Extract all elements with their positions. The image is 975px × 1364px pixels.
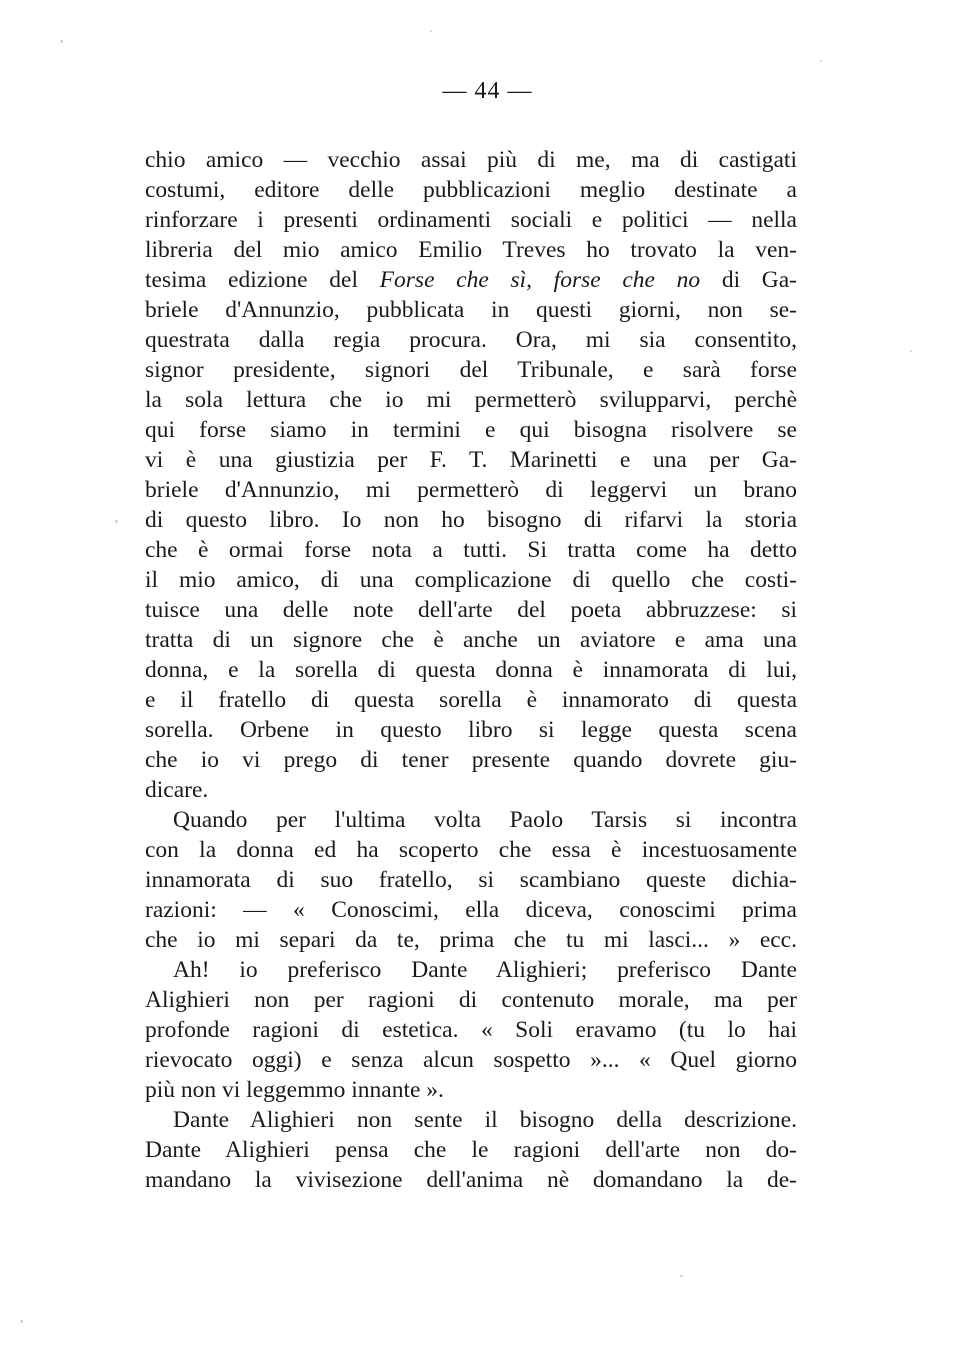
text-segment: tesima edizione del: [145, 267, 358, 293]
text-line: e il fratello di questa sorella è innamorato di questa: [145, 687, 797, 713]
text-line: razioni: — « Conoscimi, ella diceva, conoscimi prima: [145, 897, 797, 923]
text-line: sorella. Orbene in questo libro si legge questa scena: [145, 717, 797, 743]
scan-speckle: [680, 1275, 683, 1277]
text-line: la sola lettura che io mi permetterò svilupparvi, perchè: [145, 387, 797, 413]
text-line: rievocato oggi) e senza alcun sospetto »... « Quel giorno: [145, 1047, 797, 1073]
scan-speckle: [115, 520, 118, 523]
text-line: tuisce una delle note dell'arte del poeta abbruzzese: si: [145, 597, 797, 623]
scan-speckle: [820, 60, 822, 62]
scan-speckle: [20, 1320, 23, 1323]
scan-speckle: [910, 350, 912, 352]
page-number: — 44 —: [442, 78, 533, 104]
paragraph: [145, 1105, 797, 1195]
text-line: profonde ragioni di estetica. « Soli eravamo (tu lo hai: [145, 1017, 797, 1043]
text-line: mandano la vivisezione dell'anima nè domandano la de-: [145, 1167, 797, 1193]
paragraph: [145, 805, 797, 955]
scan-speckle: [60, 40, 63, 43]
text-line: briele d'Annunzio, pubblicata in questi giorni, non se-: [145, 297, 797, 323]
text-line: signor presidente, signori del Tribunale, e sarà forse: [145, 357, 797, 383]
text-line: di questo libro. Io non ho bisogno di rifarvi la storia: [145, 507, 797, 533]
paragraph: [145, 955, 797, 1105]
text-line: Quando per l'ultima volta Paolo Tarsis si incontra: [173, 807, 797, 833]
text-line: costumi, editore delle pubblicazioni meglio destinate a: [145, 177, 797, 203]
text-line: Ah! io preferisco Dante Alighieri; preferisco Dante: [173, 957, 797, 983]
text-line: innamorata di suo fratello, si scambiano queste dichia-: [145, 867, 797, 893]
text-line: vi è una giustizia per F. T. Marinetti e una per Ga-: [145, 447, 797, 473]
text-line: qui forse siamo in termini e qui bisogna risolvere se: [145, 417, 797, 443]
text-line: il mio amico, di una complicazione di quello che costi-: [145, 567, 797, 593]
text-segment: di Ga-: [721, 267, 797, 293]
text-line: libreria del mio amico Emilio Treves ho trovato la ven-: [145, 237, 797, 263]
text-line: donna, e la sorella di questa donna è innamorata di lui,: [145, 657, 797, 683]
text-line: dicare.: [145, 777, 209, 803]
text-line: rinforzare i presenti ordinamenti sociali e politici — nella: [145, 207, 797, 233]
text-line: tratta di un signore che è anche un aviatore e ama una: [145, 627, 797, 653]
text-line: briele d'Annunzio, mi permetterò di leggervi un brano: [145, 477, 797, 503]
text-line: chio amico — vecchio assai più di me, ma di castigati: [145, 147, 797, 173]
text-line: con la donna ed ha scoperto che essa è incestuosamente: [145, 837, 797, 863]
text-line: Dante Alighieri pensa che le ragioni dell'arte non do-: [145, 1137, 797, 1163]
text-line: Alighieri non per ragioni di contenuto morale, ma per: [145, 987, 797, 1013]
text-line: che è ormai forse nota a tutti. Si tratta come ha detto: [145, 537, 797, 563]
text-line: Dante Alighieri non sente il bisogno della descrizione.: [173, 1107, 797, 1133]
text-line: che io vi prego di tener presente quando dovrete giu-: [145, 747, 797, 773]
text-line: che io mi separi da te, prima che tu mi lasci... » ecc.: [145, 927, 797, 953]
book-title: Forse che sì, forse che no: [379, 267, 701, 293]
text-line: [145, 265, 797, 295]
paragraph: [145, 145, 797, 805]
text-line: più non vi leggemmo innante ».: [145, 1077, 444, 1103]
text-block: [145, 145, 797, 1195]
text-line: questrata dalla regia procura. Ora, mi sia consentito,: [145, 327, 797, 353]
scan-speckle: [430, 30, 432, 32]
